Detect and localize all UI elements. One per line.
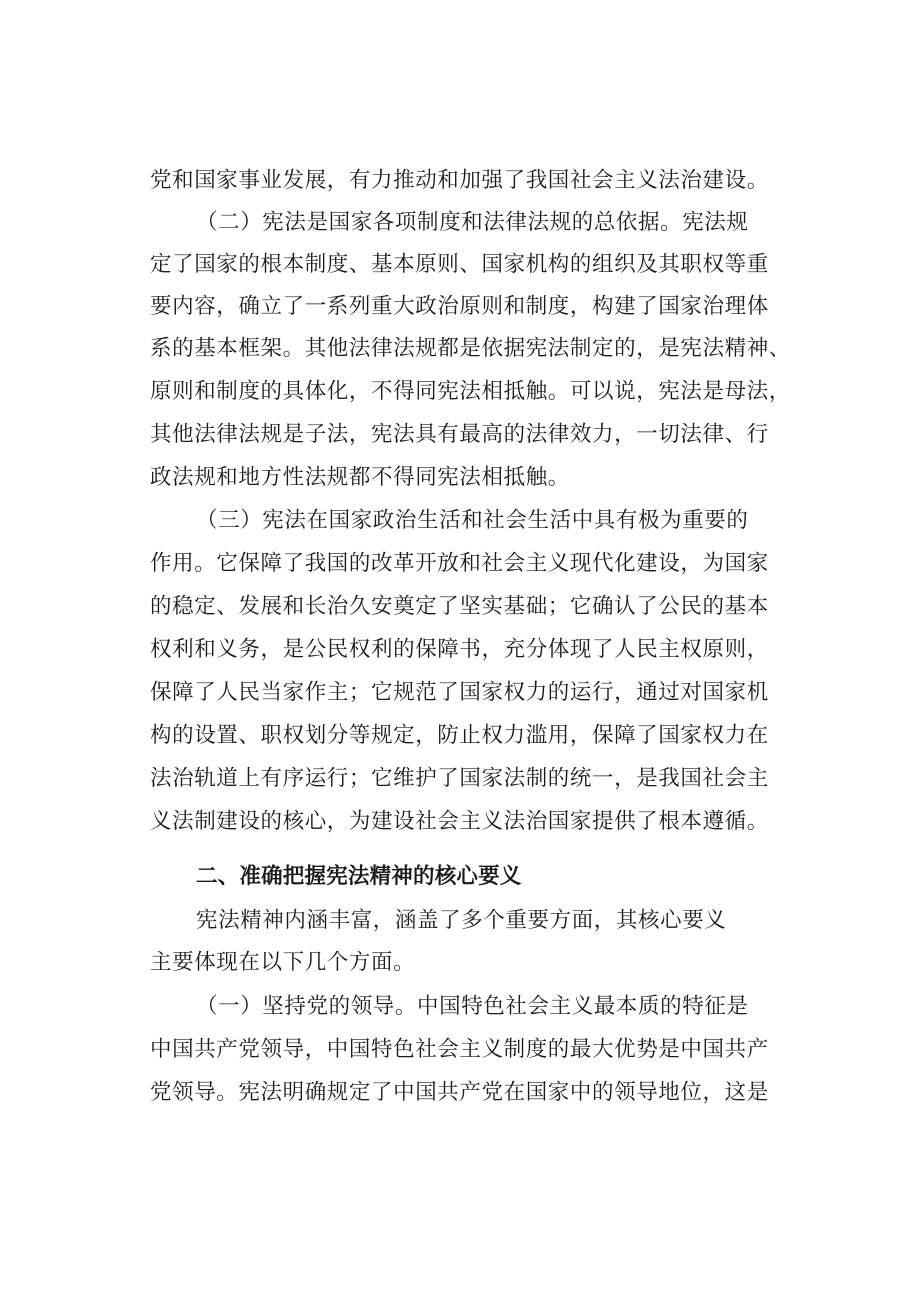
- paragraph-line: 宪法精神内涵丰富，涵盖了多个重要方面，其核心要义: [196, 908, 727, 933]
- paragraph-line: 作用。它保障了我国的改革开放和社会主义现代化建设，为国家: [150, 551, 769, 576]
- paragraph-line: 其他法律法规是子法，宪法具有最高的法律效力，一切法律、行: [150, 422, 769, 447]
- paragraph-line: 法治轨道上有序运行；它维护了国家法制的统一，是我国社会主: [150, 766, 769, 791]
- paragraph-line: 党和国家事业发展，有力推动和加强了我国社会主义法治建设。: [150, 168, 769, 193]
- paragraph-line: 政法规和地方性法规都不得同宪法相抵触。: [150, 465, 570, 490]
- paragraph-line: 的稳定、发展和长治久安奠定了坚实基础；它确认了公民的基本: [150, 594, 769, 619]
- paragraph-line: （二）宪法是国家各项制度和法律法规的总依据。宪法规: [196, 210, 749, 235]
- paragraph-line: 保障了人民当家作主；它规范了国家权力的运行，通过对国家机: [150, 680, 769, 705]
- paragraph-line: 原则和制度的具体化，不得同宪法相抵触。可以说，宪法是母法，: [150, 379, 791, 404]
- paragraph-line: （一）坚持党的领导。中国特色社会主义最本质的特征是: [196, 994, 749, 1019]
- paragraph-line: 主要体现在以下几个方面。: [150, 950, 416, 975]
- paragraph-line: 义法制建设的核心，为建设社会主义法治国家提供了根本遵循。: [150, 809, 769, 834]
- paragraph-line: 党领导。宪法明确规定了中国共产党在国家中的领导地位，这是: [150, 1080, 769, 1105]
- paragraph-line: （三）宪法在国家政治生活和社会生活中具有极为重要的: [196, 508, 749, 533]
- paragraph-line: 定了国家的根本制度、基本原则、国家机构的组织及其职权等重: [150, 252, 769, 277]
- paragraph-line: 要内容，确立了一系列重大政治原则和制度，构建了国家治理体: [150, 294, 769, 319]
- paragraph-line: 系的基本框架。其他法律法规都是依据宪法制定的，是宪法精神、: [150, 336, 791, 361]
- paragraph-line: 构的设置、职权划分等规定，防止权力滥用，保障了国家权力在: [150, 723, 769, 748]
- paragraph-line: 中国共产党领导，中国特色社会主义制度的最大优势是中国共产: [150, 1037, 769, 1062]
- section-heading: 二、准确把握宪法精神的核心要义: [196, 864, 522, 889]
- paragraph-line: 权利和义务，是公民权利的保障书，充分体现了人民主权原则，: [150, 637, 769, 662]
